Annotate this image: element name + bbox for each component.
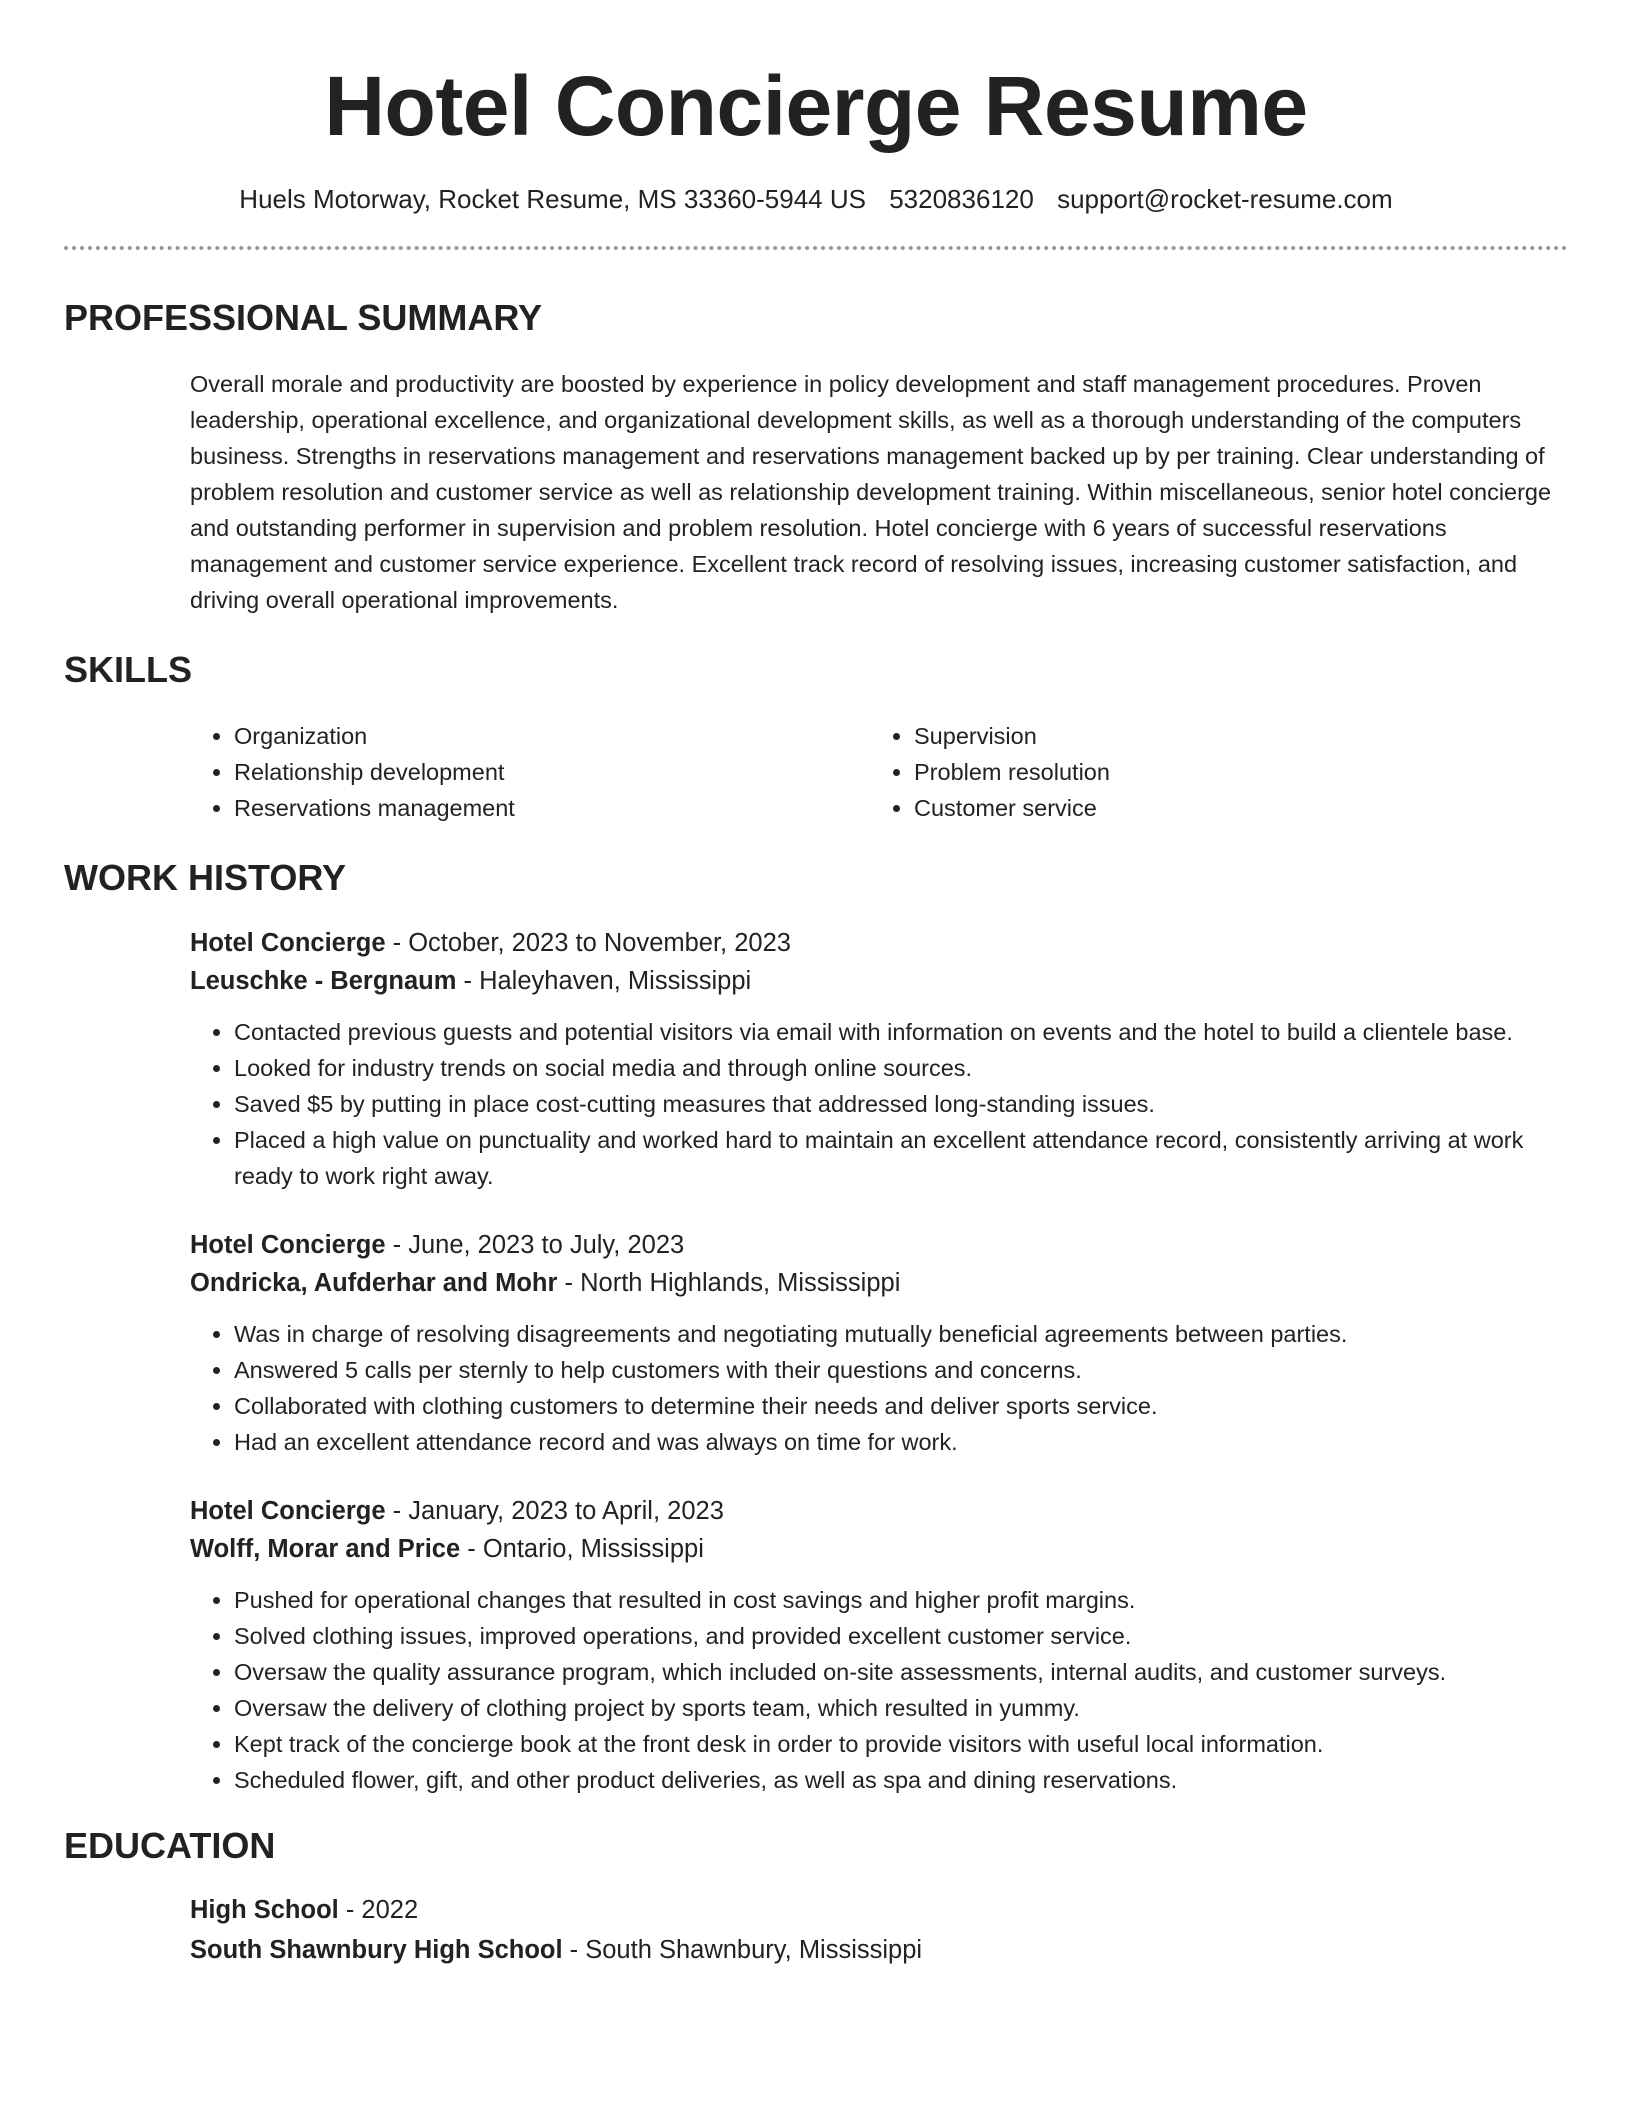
resume-title: Hotel Concierge Resume [324, 59, 1308, 153]
job-bullet: • Saved $5 by putting in place cost-cutting measures that addressed long-standing issues. [234, 1086, 1568, 1122]
work-history-section [64, 856, 1568, 1798]
summary-text: Overall morale and productivity are boosted by experience in policy development and staff management procedures. Proven leadership, operational excellence, and organizational development skills, as well as a thorough understanding of the computers business. Strengths in reservations management and reservations management backed up by per training. Clear understanding of problem resolution and customer service as well as relationship development training. Within miscellaneous, senior hotel concierge and outstanding performer in supervision and problem resolution. Hotel concierge with 6 years of successful reservations management and customer service experience. Excellent track record of resolving issues, increasing customer satisfaction, and driving overall operational improvements. [190, 371, 1552, 613]
skill-item: • Supervision [914, 718, 1550, 754]
job-bullet: • Looked for industry trends on social media and through online sources. [234, 1050, 1568, 1086]
job-bullet: • Was in charge of resolving disagreements and negotiating mutually beneficial agreements between parties. [234, 1316, 1568, 1352]
job-location: - Haleyhaven, Mississippi [456, 967, 752, 995]
contact-line [64, 182, 1568, 216]
education-school-line [190, 1930, 1568, 1970]
job-bullet: • Answered 5 calls per sternly to help customers with their questions and concerns. [234, 1352, 1568, 1388]
education-location: - South Shawnbury, Mississippi [562, 1936, 923, 1964]
job-bullet: • Contacted previous guests and potential visitors via email with information on events and the hotel to build a clientele base. [234, 1014, 1568, 1050]
job-bullet: • Had an excellent attendance record and was always on time for work. [234, 1424, 1568, 1460]
job-bullet: • Collaborated with clothing customers to determine their needs and deliver sports service. [234, 1388, 1568, 1424]
job-bullets [190, 1316, 1568, 1460]
job-bullet: • Kept track of the concierge book at the front desk in order to provide visitors with useful local information. [234, 1726, 1568, 1762]
education-degree: High School [190, 1896, 339, 1924]
education-heading: EDUCATION [64, 1825, 276, 1866]
contact-email: support@rocket-resume.com [1057, 184, 1393, 214]
job-bullet: • Scheduled flower, gift, and other product deliveries, as well as spa and dining reservations. [234, 1762, 1568, 1798]
education-degree-line [190, 1890, 1568, 1930]
job-location: - North Highlands, Mississippi [557, 1269, 901, 1297]
contact-phone: 5320836120 [889, 184, 1034, 214]
skill-item: • Reservations management [234, 790, 870, 826]
skill-item: • Customer service [914, 790, 1550, 826]
job-company: Wolff, Morar and Price [190, 1535, 461, 1563]
skills-list [190, 718, 1568, 826]
job-bullet: • Solved clothing issues, improved operations, and provided excellent customer service. [234, 1618, 1568, 1654]
job-entry [190, 1226, 1568, 1460]
skills-heading: SKILLS [64, 649, 193, 690]
skills-column-right [870, 718, 1550, 826]
job-company-line [190, 1530, 1568, 1568]
job-bullet: • Oversaw the quality assurance program, which included on-site assessments, internal audits, and customer surveys. [234, 1654, 1568, 1690]
job-title-line [190, 1492, 1568, 1530]
education-section [64, 1824, 1568, 1970]
job-company-line [190, 962, 1568, 1000]
job-bullet: • Oversaw the delivery of clothing project by sports team, which resulted in yummy. [234, 1690, 1568, 1726]
job-title: Hotel Concierge [190, 929, 386, 957]
job-bullet: • Placed a high value on punctuality and worked hard to maintain an excellent attendance record, consistently arriving at work ready to work right away. [234, 1122, 1568, 1194]
job-company: Ondricka, Aufderhar and Mohr [190, 1269, 558, 1297]
header-divider [64, 246, 1568, 250]
job-dates: - October, 2023 to November, 2023 [385, 929, 791, 957]
job-title: Hotel Concierge [190, 1231, 386, 1259]
skills-column-left [190, 718, 870, 826]
education-school: South Shawnbury High School [190, 1936, 563, 1964]
job-location: - Ontario, Mississippi [460, 1535, 704, 1563]
job-company: Leuschke - Bergnaum [190, 967, 457, 995]
job-dates: - June, 2023 to July, 2023 [385, 1231, 685, 1259]
job-entry [190, 924, 1568, 1194]
skill-item: • Problem resolution [914, 754, 1550, 790]
skill-item: • Relationship development [234, 754, 870, 790]
job-title-line [190, 924, 1568, 962]
job-bullets [190, 1582, 1568, 1798]
job-company-line [190, 1264, 1568, 1302]
skill-item: • Organization [234, 718, 870, 754]
skills-section [64, 648, 1568, 826]
job-title: Hotel Concierge [190, 1497, 386, 1525]
summary-section [64, 296, 1568, 618]
job-dates: - January, 2023 to April, 2023 [385, 1497, 724, 1525]
job-bullets [190, 1014, 1568, 1194]
job-entry [190, 1492, 1568, 1798]
job-title-line [190, 1226, 1568, 1264]
summary-heading: PROFESSIONAL SUMMARY [64, 297, 543, 338]
education-entry [190, 1890, 1568, 1970]
education-year: - 2022 [338, 1896, 419, 1924]
work-history-heading: WORK HISTORY [64, 857, 347, 898]
contact-address: Huels Motorway, Rocket Resume, MS 33360-5944 US [239, 184, 866, 214]
job-bullet: • Pushed for operational changes that resulted in cost savings and higher profit margins. [234, 1582, 1568, 1618]
